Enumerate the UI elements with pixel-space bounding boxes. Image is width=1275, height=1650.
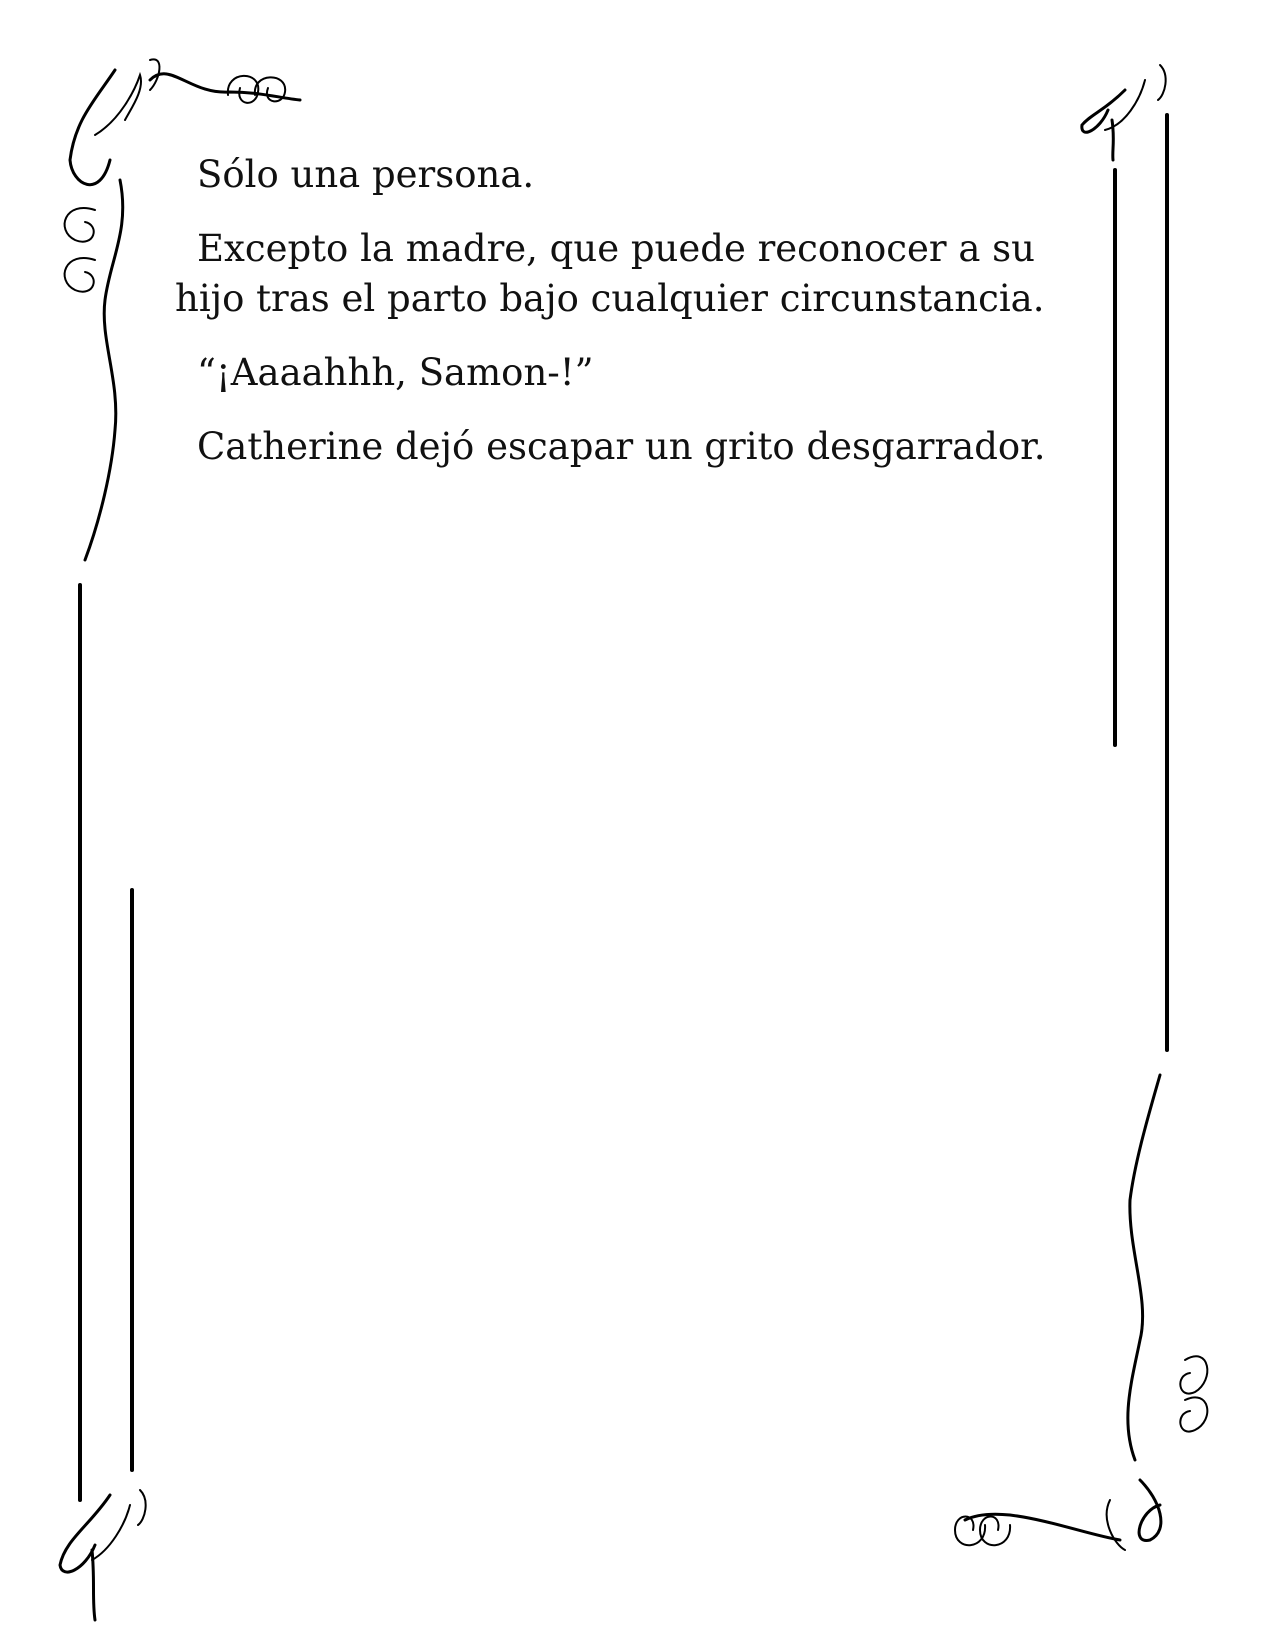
text-block [175, 150, 1075, 496]
bottom-left-flourish [60, 1490, 146, 1620]
paragraph-2: Excepto la madre, que puede reconocer a su hijo tras el parto bajo cualquier circunstancia. [175, 227, 1045, 320]
bottom-right-flourish [955, 1075, 1207, 1550]
paragraph-3: “¡Aaaahhh, Samon-!” [197, 351, 594, 394]
paragraph-4: Catherine dejó escapar un grito desgarrador. [197, 425, 1046, 468]
top-right-flourish [1082, 65, 1166, 160]
paragraph-1: Sólo una persona. [197, 153, 535, 196]
